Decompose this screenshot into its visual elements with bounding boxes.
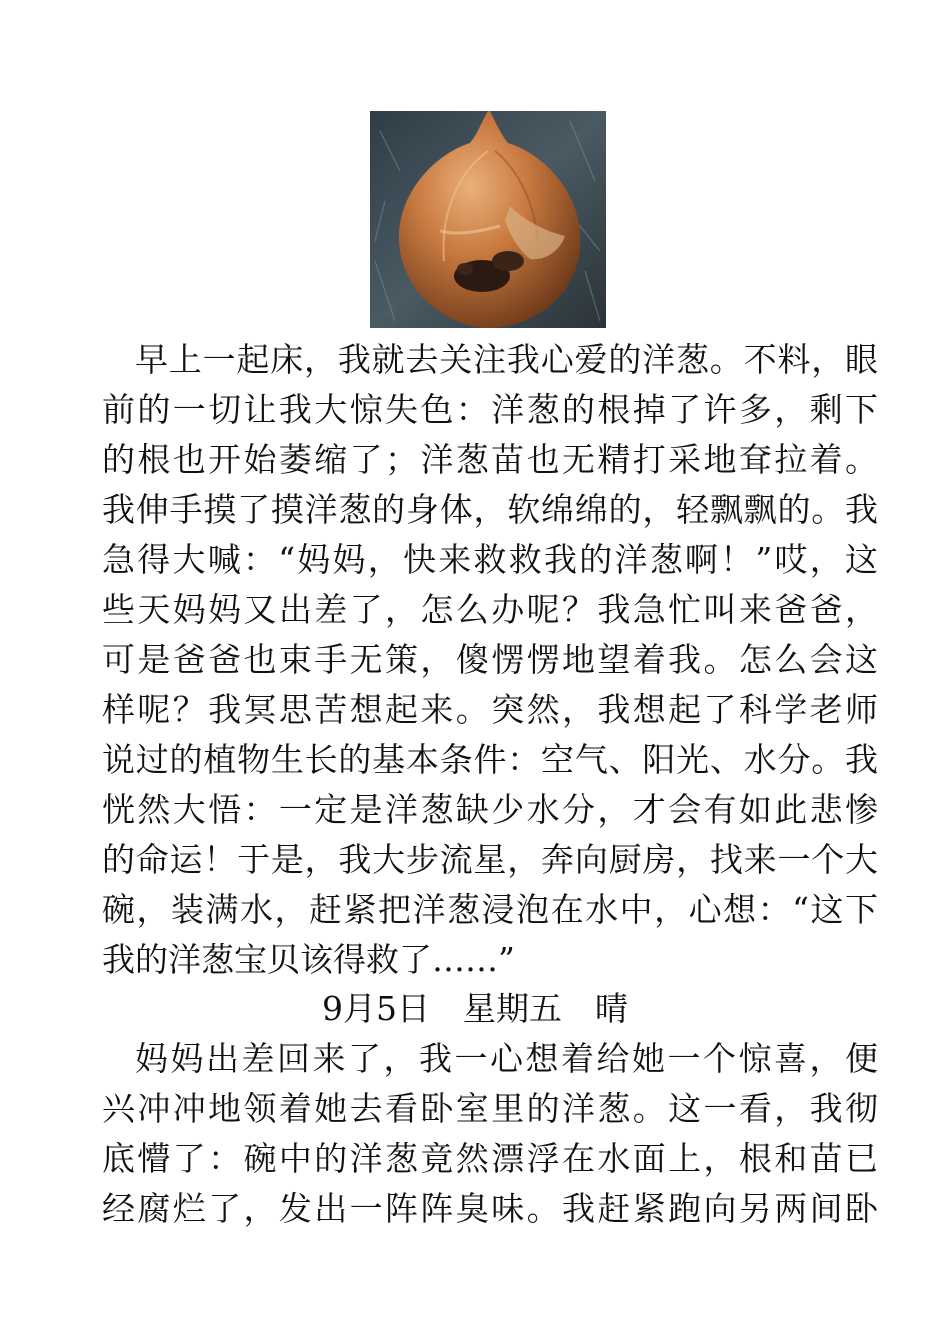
date-heading: 9月5日 星期五 晴: [322, 989, 628, 1028]
paragraph-1-line: 的命运！于是，我大步流星，奔向厨房，找来一个大: [102, 840, 878, 879]
paragraph-1-line: 样呢？我冥思苦想起来。突然，我想起了科学老师: [102, 690, 878, 729]
paragraph-2-line: 经腐烂了，发出一阵阵臭味。我赶紧跑向另两间卧: [102, 1189, 878, 1228]
paragraph-1-line: 我的洋葱宝贝该得救了……”: [102, 940, 515, 979]
paragraph-1-line: 的根也开始萎缩了；洋葱苗也无精打采地耷拉着。: [102, 440, 878, 479]
onion-photo: [370, 111, 606, 328]
paragraph-2: [102, 1034, 878, 1234]
paragraph-1-line: 前的一切让我大惊失色：洋葱的根掉了许多，剩下: [102, 390, 878, 429]
paragraph-1: [102, 335, 878, 985]
paragraph-1-line: 急得大喊：“妈妈，快来救救我的洋葱啊！”哎，这: [102, 540, 878, 579]
paragraph-1-line: 碗，装满水，赶紧把洋葱浸泡在水中，心想：“这下: [102, 890, 878, 929]
paragraph-1-line: 早上一起床，我就去关注我心爱的洋葱。不料，眼: [135, 340, 878, 379]
paragraph-1-line: 我伸手摸了摸洋葱的身体，软绵绵的，轻飘飘的。我: [102, 490, 878, 529]
paragraph-1-line: 恍然大悟：一定是洋葱缺少水分，才会有如此悲惨: [102, 790, 878, 829]
paragraph-1-line: 说过的植物生长的基本条件：空气、阳光、水分。我: [102, 740, 878, 779]
paragraph-2-line: 妈妈出差回来了，我一心想着给她一个惊喜，便: [135, 1039, 878, 1078]
onion-illustration: [370, 111, 606, 328]
paragraph-1-line: 可是爸爸也束手无策，傻愣愣地望着我。怎么会这: [102, 640, 878, 679]
paragraph-1-line: 些天妈妈又出差了，怎么办呢？我急忙叫来爸爸，: [102, 590, 878, 629]
paragraph-2-line: 兴冲冲地领着她去看卧室里的洋葱。这一看，我彻: [102, 1089, 878, 1128]
paragraph-2-line: 底懵了：碗中的洋葱竟然漂浮在水面上，根和苗已: [102, 1139, 878, 1178]
